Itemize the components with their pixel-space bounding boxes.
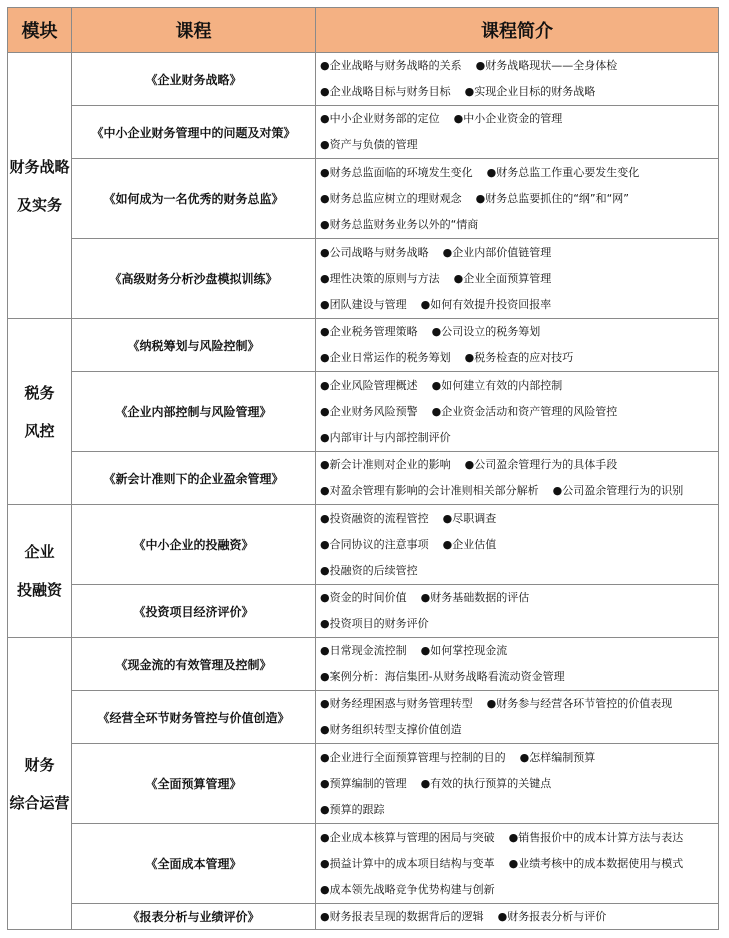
intro-item: ●实现企业目标的财务战略	[464, 85, 596, 98]
intro-item: ●财务参与经营各环节管控的价值表现	[486, 697, 673, 710]
intro-item: ●团队建设与管理	[320, 297, 407, 311]
course-intro	[316, 319, 719, 372]
module-label: 风控	[24, 421, 55, 440]
course-name: 《企业内部控制与风险管理》	[72, 372, 316, 452]
intro-item: ●如何有效提升投资回报率	[420, 297, 552, 311]
course-intro	[316, 691, 719, 744]
intro-item: ●税务检查的应对技巧	[464, 351, 574, 364]
header-course: 课程	[72, 8, 316, 53]
intro-item: ●案例分析：海信集团-从财务战略看流动资金管理	[320, 670, 565, 683]
module-label: 投融资	[16, 581, 62, 599]
course-table	[7, 7, 719, 930]
intro-line	[320, 905, 718, 929]
table-row	[8, 824, 719, 904]
table-row	[8, 53, 719, 106]
intro-item: ●投融资的后续管控	[320, 563, 418, 577]
module-cell	[8, 505, 72, 638]
course-name: 《中小企业财务管理中的问题及对策》	[72, 106, 316, 159]
header-module: 模块	[8, 8, 72, 53]
intro-item: ●财务总监财务业务以外的“情商	[320, 217, 479, 231]
module-cell	[8, 53, 72, 319]
intro-item: ●企业财务风险预警	[320, 404, 418, 418]
intro-item: ●企业内部价值链管理	[442, 245, 552, 259]
course-intro	[316, 744, 719, 824]
intro-item: ●合同协议的注意事项	[320, 537, 429, 551]
intro-item: ●财务总监应树立的理财观念	[320, 191, 462, 205]
course-name: 《全面预算管理》	[72, 744, 316, 824]
module-label: 税务	[24, 383, 55, 402]
intro-line	[320, 691, 718, 717]
intro-line	[320, 585, 718, 611]
course-intro	[316, 372, 719, 452]
course-name: 《纳税筹划与风险控制》	[72, 319, 316, 372]
course-intro	[316, 505, 719, 585]
intro-line	[320, 611, 718, 637]
intro-line	[320, 53, 718, 79]
table-row	[8, 904, 719, 930]
intro-item: ●损益计算中的成本项目结构与变革	[320, 856, 495, 870]
course-name: 《报表分析与业绩评价》	[72, 904, 316, 930]
intro-item: ●公司设立的税务筹划	[431, 325, 541, 338]
table-row	[8, 744, 719, 824]
intro-line	[320, 292, 718, 318]
intro-line	[320, 240, 718, 266]
intro-item: ●中小企业资金的管理	[453, 112, 563, 125]
intro-line	[320, 825, 718, 851]
course-name: 《全面成本管理》	[72, 824, 316, 904]
intro-line	[320, 186, 718, 212]
table-row	[8, 505, 719, 585]
course-name: 《现金流的有效管理及控制》	[72, 638, 316, 691]
course-name: 《经营全环节财务管控与价值创造》	[72, 691, 316, 744]
table-row	[8, 372, 719, 452]
table-row	[8, 159, 719, 239]
intro-line	[320, 160, 718, 186]
intro-item: ●有效的执行预算的关键点	[420, 776, 552, 790]
course-intro	[316, 824, 719, 904]
intro-item: ●财务经理困惑与财务管理转型	[320, 697, 473, 710]
table-body	[8, 53, 719, 930]
intro-line	[320, 558, 718, 584]
intro-line	[320, 425, 718, 451]
intro-line	[320, 106, 718, 132]
intro-line	[320, 717, 718, 743]
module-cell	[8, 319, 72, 505]
intro-item: ●资金的时间价值	[320, 591, 407, 604]
intro-item: ●尽职调查	[442, 511, 497, 525]
intro-item: ●企业进行全面预算管理与控制的目的	[320, 750, 506, 764]
intro-line	[320, 266, 718, 292]
course-intro	[316, 159, 719, 239]
intro-item: ●财务总监要抓住的“纲”和“网”	[475, 191, 630, 205]
intro-item: ●企业资金活动和资产管理的风险管控	[431, 404, 618, 418]
module-label: 企业	[24, 543, 55, 561]
table-row	[8, 691, 719, 744]
module-label: 及实务	[16, 195, 62, 214]
intro-line	[320, 212, 718, 238]
intro-line	[320, 345, 718, 371]
intro-item: ●企业日常运作的税务筹划	[320, 351, 451, 364]
intro-item: ●财务战略现状——全身体检	[475, 59, 618, 72]
intro-item: ●怎样编制预算	[519, 750, 596, 764]
intro-line	[320, 452, 718, 478]
intro-item: ●内部审计与内部控制评价	[320, 430, 451, 444]
course-intro	[316, 638, 719, 691]
intro-item: ●如何建立有效的内部控制	[431, 378, 563, 392]
intro-line	[320, 532, 718, 558]
table-row	[8, 585, 719, 638]
intro-line	[320, 771, 718, 797]
module-cell	[8, 638, 72, 930]
course-name: 《投资项目经济评价》	[72, 585, 316, 638]
intro-item: ●财务总监面临的环境发生变化	[320, 165, 473, 179]
intro-item: ●中小企业财务部的定位	[320, 112, 440, 125]
intro-line	[320, 877, 718, 903]
intro-item: ●财务组织转型支撑价值创造	[320, 723, 462, 736]
intro-item: ●预算的跟踪	[320, 802, 385, 816]
course-intro	[316, 53, 719, 106]
course-name: 《如何成为一名优秀的财务总监》	[72, 159, 316, 239]
intro-item: ●企业全面预算管理	[453, 271, 552, 285]
intro-line	[320, 319, 718, 345]
intro-item: ●财务总监工作重心要发生变化	[486, 165, 640, 179]
intro-item: ●公司战略与财务战略	[320, 245, 429, 259]
course-name: 《高级财务分析沙盘模拟训练》	[72, 239, 316, 319]
intro-item: ●企业估值	[442, 537, 497, 551]
course-intro	[316, 585, 719, 638]
module-label: 财务	[24, 755, 55, 774]
intro-item: ●投资融资的流程管控	[320, 511, 429, 525]
intro-item: ●企业战略与财务战略的关系	[320, 59, 462, 72]
intro-item: ●财务报表呈现的数据背后的逻辑	[320, 909, 484, 923]
intro-item: ●财务基础数据的评估	[420, 591, 530, 604]
course-intro	[316, 452, 719, 505]
table-row	[8, 319, 719, 372]
intro-item: ●对盈余管理有影响的会计准则相关部分解析	[320, 484, 539, 497]
intro-item: ●公司盈余管理行为的具体手段	[464, 458, 618, 471]
course-name: 《企业财务战略》	[72, 53, 316, 106]
header-intro: 课程简介	[316, 8, 719, 53]
course-intro	[316, 904, 719, 930]
intro-line	[320, 132, 718, 158]
intro-item: ●成本领先战略竞争优势构建与创新	[320, 882, 495, 896]
intro-item: ●公司盈余管理行为的识别	[552, 484, 684, 497]
intro-item: ●销售报价中的成本计算方法与表达	[508, 830, 684, 844]
intro-line	[320, 851, 718, 877]
intro-line	[320, 745, 718, 771]
course-name: 《新会计准则下的企业盈余管理》	[72, 452, 316, 505]
module-label: 综合运营	[9, 793, 70, 812]
intro-item: ●日常现金流控制	[320, 644, 407, 657]
intro-item: ●业绩考核中的成本数据使用与模式	[508, 856, 684, 870]
intro-item: ●资产与负债的管理	[320, 138, 418, 151]
intro-item: ●企业成本核算与管理的困局与突破	[320, 830, 495, 844]
course-intro	[316, 239, 719, 319]
table-row	[8, 239, 719, 319]
intro-line	[320, 664, 718, 690]
header-row	[8, 8, 719, 53]
intro-line	[320, 79, 718, 105]
intro-line	[320, 638, 718, 664]
table-row	[8, 638, 719, 691]
intro-item: ●财务报表分析与评价	[497, 909, 607, 923]
intro-item: ●投资项目的财务评价	[320, 617, 429, 630]
intro-item: ●企业风险管理概述	[320, 378, 418, 392]
module-label: 财务战略	[9, 157, 70, 176]
intro-item: ●新会计准则对企业的影响	[320, 458, 451, 471]
intro-line	[320, 797, 718, 823]
intro-line	[320, 478, 718, 504]
intro-item: ●如何掌控现金流	[420, 644, 508, 657]
table-row	[8, 452, 719, 505]
intro-item: ●预算编制的管理	[320, 776, 407, 790]
table-row	[8, 106, 719, 159]
intro-line	[320, 506, 718, 532]
course-intro	[316, 106, 719, 159]
intro-line	[320, 373, 718, 399]
intro-item: ●企业战略目标与财务目标	[320, 85, 451, 98]
intro-item: ●理性决策的原则与方法	[320, 271, 440, 285]
intro-line	[320, 399, 718, 425]
intro-item: ●企业税务管理策略	[320, 325, 418, 338]
course-name: 《中小企业的投融资》	[72, 505, 316, 585]
